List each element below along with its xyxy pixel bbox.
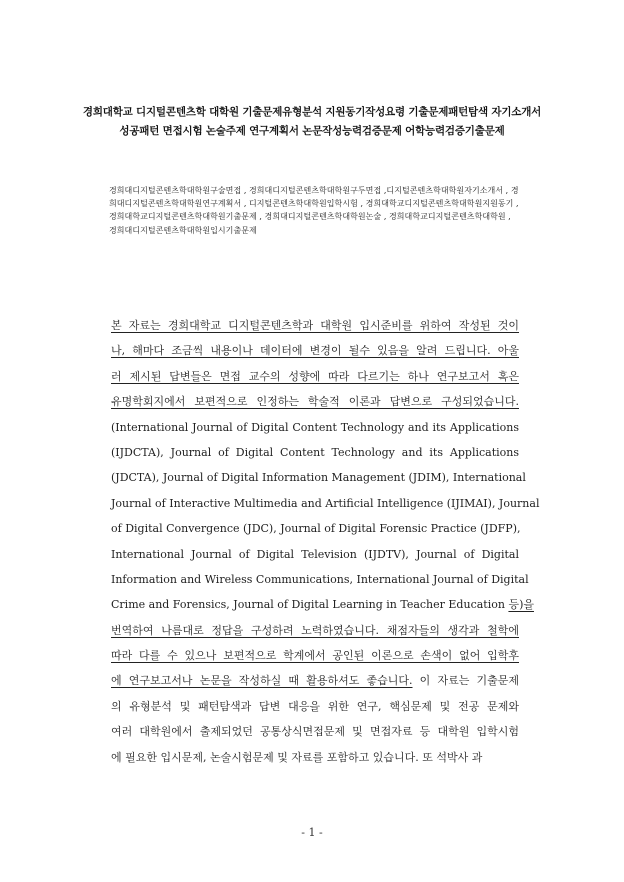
body-line [111, 516, 519, 541]
underlined-text: 등)을 [508, 598, 534, 612]
document-title-line-1: 경희대학교 디지털콘텐츠학 대학원 기출문제유형분석 지원동기작성요령 기출문제패턴탐색 자기소개서 [82, 106, 542, 118]
document-title-line-2: 성공패턴 면접시험 논술주제 연구계획서 논문작성능력검증문제 어학능력검증기출문제 [119, 125, 505, 137]
underlined-text: 따라 다를 수 있으나 보편적으로 학계에서 공인된 이론으로 손색이 없어 입학후 [111, 649, 519, 663]
body-text-segment: Information and Wireless Communications, International Journal of Digital [111, 572, 529, 586]
body-line [111, 719, 519, 744]
underlined-text: 나, 해마다 조금씩 내용이나 데이터에 변경이 될수 있음을 알려 드립니다. 아울 [111, 344, 519, 358]
underlined-text: 유명학회지에서 보편적으로 인정하는 학술적 이론과 답변으로 구성되었습니다. [111, 395, 519, 409]
body-line [111, 491, 540, 516]
underlined-text: 번역하여 나름대로 정답을 구성하려 노력하였습니다. 채점자들의 생각과 철학에 [111, 623, 519, 637]
body-text-segment: Crime and Forensics, Journal of Digital Learning in Teacher Education [111, 598, 509, 612]
body-line [111, 415, 519, 440]
body-text-segment: 이 자료는 기출문제 [412, 674, 519, 688]
body-text-segment: 에 필요한 입시문제, 논술시험문제 및 자료를 포함하고 있습니다. 또 석박사 과 [111, 750, 483, 764]
body-text-segment: (JDCTA), Journal of Digital Information Management (JDIM), International [111, 471, 526, 485]
body-line [111, 643, 519, 668]
body-text-segment: of Digital Convergence (JDC), Journal of Digital Forensic Practice (JDFP), [111, 522, 521, 536]
underlined-text: 본 자료는 경희대학교 디지털콘텐츠학과 대학원 입시준비를 위하여 작성된 것이 [111, 319, 519, 332]
body-text-segment: (IJDCTA), Journal of Digital Content Technology and its Applications [111, 445, 519, 459]
page-number: - 1 - [301, 826, 323, 839]
underlined-text: 에 연구보고서나 논문을 작성하실 때 활용하셔도 좋습니다. [111, 674, 413, 688]
body-text-segment: International Journal of Digital Television (IJDTV), Journal of Digital [111, 547, 519, 561]
body-line [111, 465, 526, 490]
body-line [111, 338, 519, 363]
body-text-segment: 의 유형분석 및 패턴탐색과 답변 대응을 위한 연구, 핵심문제 및 전공 문제와 [111, 699, 519, 713]
body-line [111, 440, 519, 465]
body-text-segment: (International Journal of Digital Content Technology and its Applications [111, 420, 519, 434]
body-text-segment: Journal of Interactive Multimedia and Artificial Intelligence (IJIMAI), Journal [111, 496, 540, 510]
keyword-tags: 경희대디지털콘텐츠학대학원구술면접 , 경희대디지털콘텐츠학대학원구두면접 ,디지털콘텐츠학대학원자기소개서 , 경희대디지털콘텐츠학대학원연구계획서 , 디지털콘텐츠학대학원입학시험 , 경희대학교디지털콘텐츠학대학원지원동기 , 경희대학교디지털콘텐츠학대학원기출문제 , 경희대디지털콘텐츠학대학원논술 , 경희대학교디지털콘텐츠학대학원 , 경희대디지털콘텐츠학대학원입시기출문제 [109, 186, 519, 235]
body-line [111, 567, 529, 592]
body-line [111, 745, 519, 770]
body-line [111, 668, 519, 693]
body-line [111, 364, 519, 389]
body-line [111, 592, 534, 617]
body-line [111, 313, 519, 338]
body-line [111, 542, 519, 567]
body-line [111, 694, 519, 719]
body-paragraph [111, 313, 540, 770]
body-line [111, 389, 519, 414]
body-line [111, 618, 519, 643]
underlined-text: 러 제시된 답변들은 면접 교수의 성향에 따라 다르기는 하나 연구보고서 혹은 [111, 369, 519, 383]
body-text-segment: 여러 대학원에서 출제되었던 공통상식면접문제 및 면접자료 등 대학원 입학시험 [111, 725, 519, 739]
